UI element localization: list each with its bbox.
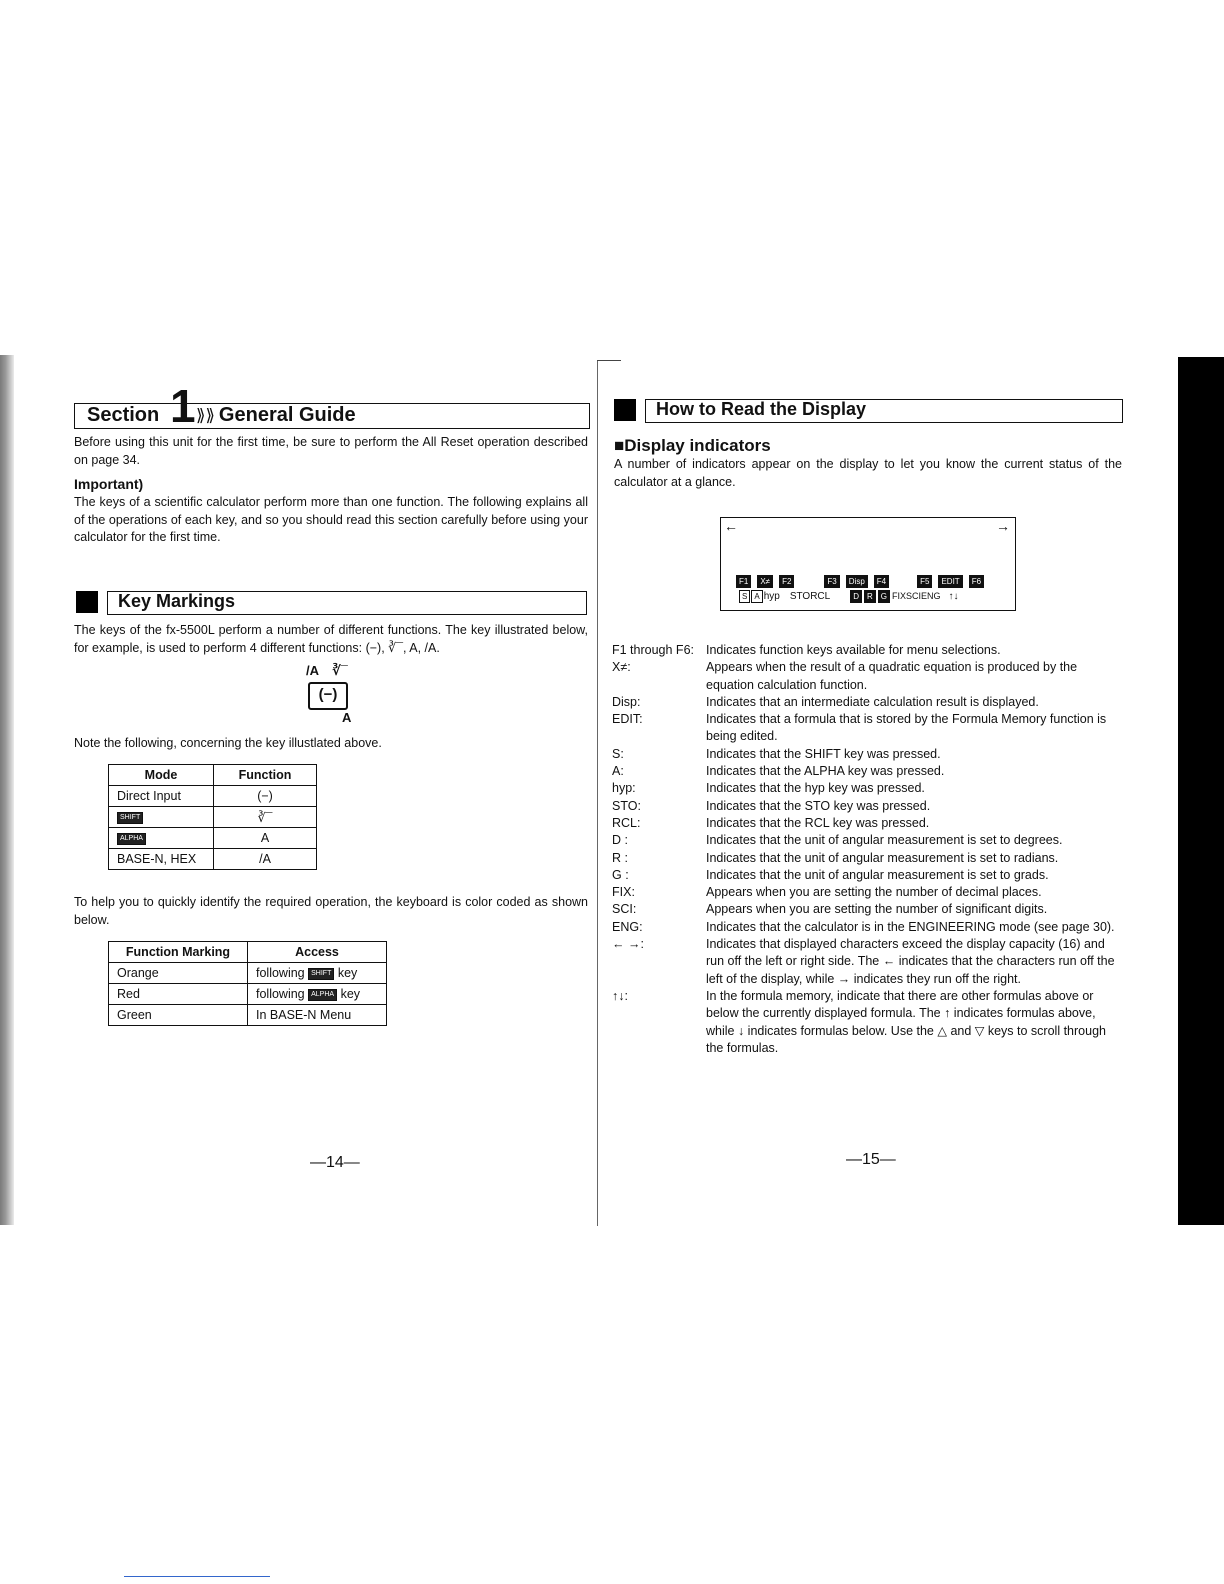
indicator-symbol: Disp: [612, 694, 641, 709]
section-title-group [196, 404, 356, 427]
indicator-description: Indicates that the unit of angular measurement is set to degrees. [706, 833, 1063, 848]
indicator-symbol: F1 through F6: [612, 643, 694, 657]
hyp-indicator: hyp [763, 591, 780, 602]
page-gutter [597, 360, 598, 1226]
table-row [109, 1005, 387, 1026]
key-label-top-left: /A [306, 663, 319, 678]
indicator-symbol: RCL: [612, 815, 641, 830]
access-text: key [340, 987, 361, 1001]
storcl-indicator: STORCL [789, 591, 831, 602]
section-number: 1 [170, 380, 196, 432]
mode-function-table [108, 764, 317, 870]
indicator-symbol: hyp: [612, 781, 636, 796]
negative-key-icon: (−) [308, 682, 348, 710]
list-item [612, 763, 1124, 780]
indicator-description: Indicates that the RCL key was pressed. [706, 815, 930, 830]
indicator-symbol: R : [612, 850, 628, 865]
list-item [612, 988, 1124, 1057]
indicator-symbol: S: [612, 746, 624, 761]
f4-indicator: F4 [874, 575, 889, 588]
indicator-symbol: ← →: [612, 937, 644, 952]
indicator-symbol: G : [612, 867, 629, 882]
display-section-square [614, 399, 636, 421]
f3-indicator: F3 [824, 575, 839, 588]
up-down-arrow-icon: ↑↓ [948, 591, 959, 602]
indicator-symbol: A: [612, 764, 624, 779]
intro-paragraph: Before using this unit for the first time, be sure to perform the All Reset operation described on page 34. [74, 435, 588, 467]
scan-edge-left [0, 355, 14, 1225]
list-item [612, 884, 1124, 901]
marking-cell: Orange [109, 963, 248, 984]
list-item [612, 815, 1124, 832]
function-cell: ∛¯ [214, 807, 317, 828]
marking-header: Function Marking [109, 942, 248, 963]
indicator-symbol: SCI: [612, 902, 637, 917]
key-label-bottom: A [342, 710, 352, 725]
alpha-key-icon: ALPHA [117, 833, 146, 845]
key-label-top-right: ∛¯ [332, 663, 348, 678]
function-cell: A [214, 828, 317, 849]
important-heading: Important) [74, 476, 144, 492]
list-item [612, 711, 1124, 746]
grad-indicator: G [878, 590, 890, 603]
table-row [109, 807, 317, 828]
mode-cell: BASE-N, HEX [109, 849, 214, 870]
important-paragraph: The keys of a scientific calculator perform more than one function. The following explains all of the operations of each key, and so you should read this section carefully before using your calculator for the first time. [74, 495, 588, 544]
f2-indicator: F2 [779, 575, 794, 588]
list-item [612, 867, 1124, 884]
indicator-description: Indicates that the ALPHA key was pressed. [706, 764, 945, 779]
list-item [612, 901, 1124, 918]
list-item [612, 798, 1124, 815]
shift-key-icon: SHIFT [117, 812, 143, 824]
list-item [612, 919, 1124, 936]
indicator-description: Indicates that a formula that is stored by the Formula Memory function is being edited. [706, 712, 1107, 744]
table-row [109, 849, 317, 870]
key-markings-paragraph: The keys of the fx-5500L perform a number of different functions. The key illustrated below, for example, is used to perform 4 different functions: (−), ∛¯, A, /A. [74, 623, 588, 655]
indicator-list [612, 642, 1124, 1057]
fixscieng-indicator: FIXSCIENG [892, 591, 941, 601]
s-indicator: S [739, 590, 750, 603]
alpha-key-icon: ALPHA [308, 989, 337, 1001]
function-cell: /A [214, 849, 317, 870]
list-item [612, 850, 1124, 867]
display-section-heading: How to Read the Display [656, 399, 867, 419]
table-row [109, 828, 317, 849]
display-indicators-heading: ■Display indicators [614, 436, 771, 455]
access-cell [248, 984, 387, 1005]
access-text: following [256, 966, 305, 980]
section-word: Section [87, 404, 160, 426]
list-item [612, 746, 1124, 763]
indicator-description: Indicates that displayed characters exceed the display capacity (16) and run off the left or right side. The ← indicates that the characters run off the left of the display, while → indicates they run off the right. [706, 937, 1115, 986]
f5-indicator: F5 [917, 575, 932, 588]
access-header: Access [248, 942, 387, 963]
shift-key-icon: SHIFT [308, 968, 334, 980]
list-item [612, 780, 1124, 797]
mode-cell [109, 828, 214, 849]
list-item [612, 642, 1124, 659]
table-row [109, 963, 387, 984]
deg-indicator: D [850, 590, 862, 603]
access-cell: In BASE-N Menu [248, 1005, 387, 1026]
page-number-left: —14— [310, 1154, 360, 1171]
marking-cell: Green [109, 1005, 248, 1026]
list-item [612, 659, 1124, 694]
list-item [612, 832, 1124, 849]
disp-indicator: Disp [846, 575, 868, 588]
indicator-description: Appears when you are setting the number of significant digits. [706, 902, 1048, 917]
indicator-description: Indicates that the unit of angular measurement is set to radians. [706, 850, 1059, 865]
indicator-description: Indicates that the calculator is in the ENGINEERING mode (see page 30). [706, 919, 1115, 934]
color-paragraph: To help you to quickly identify the required operation, the keyboard is color coded as shown below. [74, 895, 588, 927]
key-note: Note the following, concerning the key illustlated above. [74, 736, 382, 750]
access-text: following [256, 987, 305, 1001]
lcd-function-row [736, 575, 990, 588]
section-title: General Guide [218, 404, 356, 426]
list-item [612, 936, 1124, 988]
indicator-description: Appears when you are setting the number of decimal places. [706, 885, 1042, 900]
scan-blue-line [124, 1576, 270, 1577]
mode-header: Mode [109, 765, 214, 786]
table-row [109, 786, 317, 807]
xneq-indicator: X≠ [757, 575, 773, 588]
gutter-tick [597, 360, 621, 361]
access-text: key [337, 966, 358, 980]
indicator-description: Indicates that the STO key was pressed. [706, 798, 931, 813]
indicator-description: Indicates function keys available for menu selections. [706, 643, 1001, 657]
table-row [109, 984, 387, 1005]
indicator-symbol: D : [612, 833, 628, 848]
indicator-description: Indicates that the SHIFT key was pressed. [706, 746, 941, 761]
access-cell [248, 963, 387, 984]
indicator-symbol: FIX: [612, 885, 635, 900]
scan-edge-right [1178, 357, 1224, 1225]
mode-cell [109, 807, 214, 828]
display-intro: A number of indicators appear on the display to let you know the current status of the calculator at a glance. [614, 457, 1122, 489]
function-header: Function [214, 765, 317, 786]
indicator-symbol: X≠: [612, 660, 631, 675]
indicator-symbol: STO: [612, 798, 641, 813]
right-arrow-icon: → [996, 518, 1010, 534]
list-item [612, 694, 1124, 711]
indicator-description: Indicates that the hyp key was pressed. [706, 781, 925, 796]
a-indicator: A [751, 590, 762, 603]
left-arrow-icon: ← [724, 518, 738, 534]
indicator-description: Indicates that the unit of angular measurement is set to grads. [706, 867, 1049, 882]
mode-cell: Direct Input [109, 786, 214, 807]
lcd-status-row [739, 590, 959, 603]
marking-cell: Red [109, 984, 248, 1005]
edit-indicator: EDIT [938, 575, 962, 588]
indicator-description: Indicates that an intermediate calculation result is displayed. [706, 694, 1039, 709]
page-number-right: —15— [846, 1151, 896, 1168]
color-coding-table [108, 941, 387, 1026]
indicator-symbol: ↑↓: [612, 988, 628, 1003]
key-markings-square [76, 591, 98, 613]
f6-indicator: F6 [969, 575, 984, 588]
f1-indicator: F1 [736, 575, 751, 588]
function-cell: (−) [214, 786, 317, 807]
indicator-description: Appears when the result of a quadratic equation is produced by the equation calculation function. [706, 660, 1078, 692]
indicator-description: In the formula memory, indicate that there are other formulas above or below the currently displayed formula. The ↑ indicates formulas above, while ↓ indicates formulas below. Use the △ and ▽ keys to scroll through the formulas. [706, 988, 1106, 1055]
indicator-symbol: ENG: [612, 919, 643, 934]
section-chevrons: ⟫⟫ [196, 406, 215, 425]
rad-indicator: R [864, 590, 876, 603]
indicator-symbol: EDIT: [612, 712, 643, 727]
key-markings-heading: Key Markings [118, 591, 236, 611]
